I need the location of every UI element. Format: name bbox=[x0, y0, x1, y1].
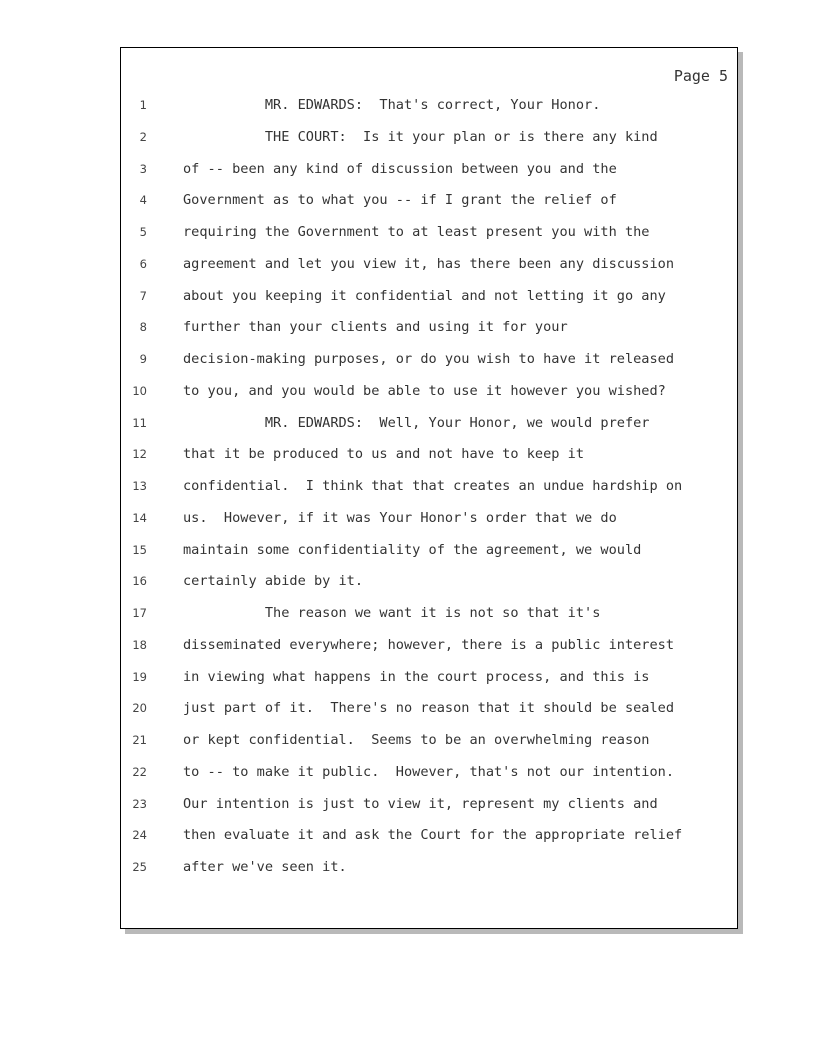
line-number: 9 bbox=[139, 352, 147, 366]
transcript-line bbox=[121, 126, 737, 158]
line-text: after we've seen it. bbox=[183, 859, 347, 875]
line-number: 13 bbox=[132, 479, 147, 493]
transcript-line bbox=[121, 380, 737, 412]
line-number: 2 bbox=[139, 129, 147, 144]
line-number: 21 bbox=[132, 733, 147, 747]
line-number: 3 bbox=[139, 161, 147, 176]
line-text: about you keeping it confidential and not letting it go any bbox=[183, 287, 666, 304]
line-number: 11 bbox=[132, 415, 147, 430]
transcript-page bbox=[120, 47, 738, 929]
line-number: 6 bbox=[139, 256, 147, 271]
line-number: 14 bbox=[132, 510, 147, 525]
transcript-line bbox=[121, 793, 737, 825]
line-number: 5 bbox=[139, 225, 147, 239]
transcript-line bbox=[121, 94, 737, 126]
line-number: 4 bbox=[139, 193, 147, 208]
line-number: 10 bbox=[132, 383, 147, 398]
line-text: in viewing what happens in the court process, and this is bbox=[183, 668, 650, 685]
line-number: 19 bbox=[132, 669, 147, 684]
line-text: requiring the Government to at least present you with the bbox=[183, 224, 650, 240]
transcript-line bbox=[121, 189, 737, 221]
transcript-line bbox=[121, 443, 737, 475]
transcript-line bbox=[121, 634, 737, 666]
transcript-line bbox=[121, 507, 737, 539]
line-text: that it be produced to us and not have to keep it bbox=[183, 446, 585, 463]
line-text: MR. EDWARDS: Well, Your Honor, we would prefer bbox=[183, 414, 650, 431]
line-text: us. However, if it was Your Honor's order that we do bbox=[183, 509, 617, 526]
line-text: THE COURT: Is it your plan or is there any kind bbox=[183, 128, 658, 145]
line-number: 23 bbox=[132, 796, 147, 811]
line-text: disseminated everywhere; however, there is a public interest bbox=[183, 636, 675, 653]
transcript-line bbox=[121, 824, 737, 856]
line-text: of -- been any kind of discussion between you and the bbox=[183, 160, 617, 177]
transcript-line bbox=[121, 285, 737, 317]
transcript-line bbox=[121, 316, 737, 348]
transcript-line bbox=[121, 570, 737, 602]
transcript-line bbox=[121, 221, 737, 253]
line-text: just part of it. There's no reason that it should be sealed bbox=[183, 700, 675, 717]
transcript-line bbox=[121, 253, 737, 285]
transcript-line bbox=[121, 729, 737, 761]
transcript-line bbox=[121, 412, 737, 444]
line-number: 25 bbox=[132, 860, 147, 874]
line-text: agreement and let you view it, has there been any discussion bbox=[183, 255, 675, 272]
line-text: certainly abide by it. bbox=[183, 573, 364, 590]
line-number: 12 bbox=[132, 447, 147, 462]
transcript-line bbox=[121, 158, 737, 190]
line-number: 17 bbox=[132, 606, 147, 620]
line-text: decision-making purposes, or do you wish to have it released bbox=[183, 351, 675, 367]
line-number: 24 bbox=[132, 828, 147, 843]
line-number: 15 bbox=[132, 542, 147, 557]
line-number: 18 bbox=[132, 637, 147, 652]
line-number: 20 bbox=[132, 701, 147, 716]
transcript-line bbox=[121, 666, 737, 698]
transcript-line bbox=[121, 539, 737, 571]
line-text: MR. EDWARDS: That's correct, Your Honor. bbox=[183, 97, 601, 113]
line-text: Government as to what you -- if I grant the relief of bbox=[183, 192, 617, 209]
line-text: or kept confidential. Seems to be an overwhelming reason bbox=[183, 732, 650, 748]
transcript-line bbox=[121, 697, 737, 729]
line-number: 7 bbox=[139, 288, 147, 303]
line-text: to -- to make it public. However, that's not our intention. bbox=[183, 763, 675, 780]
line-text: to you, and you would be able to use it however you wished? bbox=[183, 382, 666, 399]
line-text: further than your clients and using it for your bbox=[183, 319, 568, 336]
transcript-lines bbox=[121, 94, 737, 888]
line-number: 8 bbox=[139, 320, 147, 335]
page-number: Page 5 bbox=[673, 67, 728, 85]
transcript-line bbox=[121, 856, 737, 888]
line-number: 22 bbox=[132, 764, 147, 779]
line-text: confidential. I think that that creates an undue hardship on bbox=[183, 478, 683, 494]
line-text: Our intention is just to view it, represent my clients and bbox=[183, 795, 658, 812]
line-number: 1 bbox=[139, 98, 147, 112]
line-number: 16 bbox=[132, 574, 147, 589]
line-text: The reason we want it is not so that it's bbox=[183, 605, 601, 621]
line-text: then evaluate it and ask the Court for the appropriate relief bbox=[183, 827, 683, 844]
transcript-line bbox=[121, 602, 737, 634]
transcript-line bbox=[121, 475, 737, 507]
transcript-line bbox=[121, 761, 737, 793]
line-text: maintain some confidentiality of the agreement, we would bbox=[183, 541, 642, 558]
transcript-line bbox=[121, 348, 737, 380]
